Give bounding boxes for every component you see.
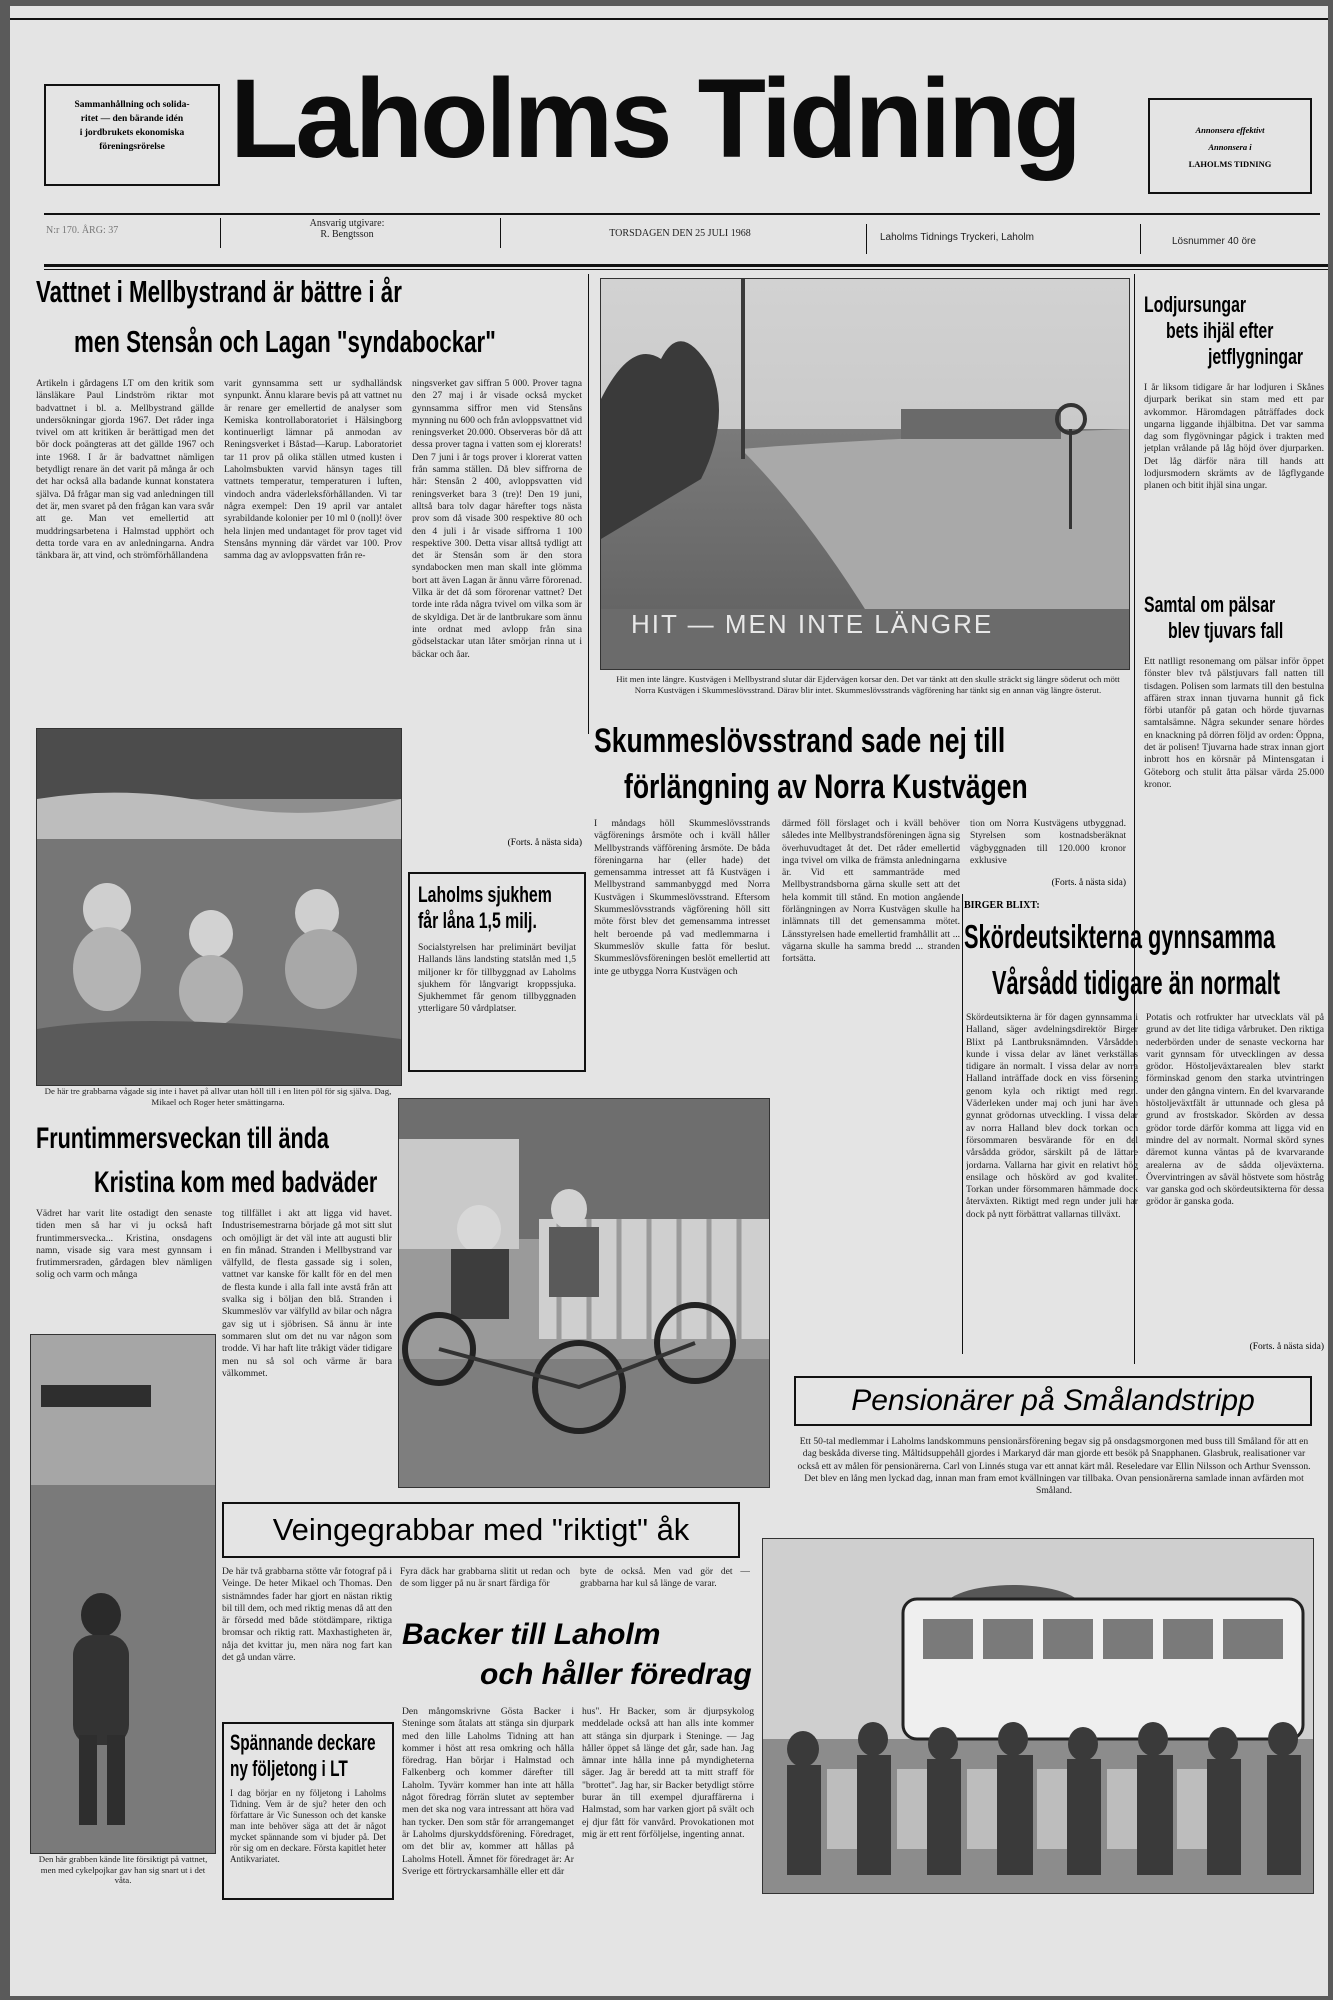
- publisher-name: R. Bengtsson: [320, 229, 374, 240]
- pension-headline: Pensionärer på Smålandstripp: [851, 1384, 1255, 1417]
- masthead-title: Laholms Tidning: [230, 56, 1079, 181]
- samtal-headline-line: Samtal om pälsar: [1144, 592, 1276, 617]
- boy-water-photo: [30, 1334, 216, 1854]
- masthead-sep: [866, 224, 867, 254]
- sjukhem-body: Socialstyrelsen har preliminärt beviljat Hallands läns landsting statslån med 1,5 miljoner kr för tillbyggnad av Laholms sjukhem för långvarigt kroppssjuka. Sjukhemmet får genom tillbyggnaden ytterligare 50 vårdplatser.: [418, 942, 576, 1015]
- newspaper-page: [10, 6, 1328, 1996]
- backer-headline: Backer till Laholm: [402, 1618, 661, 1651]
- price: Lösnummer 40 öre: [1172, 236, 1256, 247]
- skorde-continued: (Forts. å nästa sida): [1249, 1342, 1324, 1352]
- road-photo-caption: Hit men inte längre. Kustvägen i Mellbystrand slutar där Ejdervägen korsar den. Det var tänkt att den skulle sträckt sig längre söderut och mött Norra Kustvägen i Skummeslövsstrand. Därav blir intet. Skummeslövsstrands vägförening har tänkt sig en annan väg längre österut.: [616, 674, 1120, 695]
- road-photo-sign-text: HIT — MEN INTE LÄNGRE: [631, 609, 994, 639]
- deckare-headline-line: Spännande deckare: [230, 1730, 376, 1755]
- printer: Laholms Tidnings Tryckeri, Laholm: [880, 232, 1034, 243]
- skorde-headline: Skördeutsikterna gynnsamma: [964, 918, 1276, 955]
- sjukhem-headline-line: får låna 1,5 milj.: [418, 908, 537, 933]
- column-rule: [588, 274, 589, 734]
- pension-headline-box: [794, 1376, 1312, 1426]
- skummes-subheadline: förlängning av Norra Kustvägen: [624, 768, 1028, 806]
- skummes-headline: Skummeslövsstrand sade nej till: [594, 722, 1006, 760]
- pensioners-bus-photo: [762, 1538, 1314, 1894]
- lodjur-headline-line: Lodjursungar: [1144, 292, 1247, 317]
- veinge-column-2: Fyra däck har grabbarna slitit ut redan och de som ligger på nu är snart färdiga för: [400, 1566, 570, 1590]
- samtal-headline-line: blev tjuvars fall: [1168, 618, 1284, 643]
- right-box-line: Annonsera i: [1208, 142, 1252, 152]
- boy-water-caption: Den här grabben kände lite försiktigt på vattnet, men med cykelpojkar gav han sig snart ut i det våta.: [38, 1854, 208, 1885]
- gokart-photo: [398, 1098, 770, 1488]
- backer-column-2: hus". Hr Backer, som är djurpsykolog meddelade också att han alls inte kommer att stänga sin djurpark i Steninge. — Jag håller öppet så länge det går, sade han. Jag ämnar inte hålla inne på myndigheterna säger. Jag är beredd att ta mitt straff för "brottet". Jag har, sir Backer betydligt större burar än till exempel djuraffärerna i Halmstad, som har varken gjort på svält och ej djur fått för vanvård. Provokationen mot mig är ett rent förföljelse, ingenting annat.: [582, 1706, 754, 1840]
- top-rule: [10, 18, 1328, 20]
- masthead-rule-bottom: [44, 264, 1328, 267]
- skorde-kicker: BIRGER BLIXT:: [964, 900, 1040, 911]
- skorde-column-2: Potatis och rotfrukter har utvecklats väl på grund av det lite tidiga vårbruket. Den riktiga nederbörden under de senaste veckorna har varit gynnsam för utvecklingen av dessa grödor. Höstoljeväxtarealen blev starkt förminskad genom den starka utvintringen under den gångna vintern. En del kvarvarande höstoljeväxtfält är uttunnade och glesa på grund av frostskador. Skörden av dessa grödor torde därför komma att ligga vid en mindre del av normalt. Normal skörd synes däremot kunna väntas på de kvarvarande arealerna av de sådda oljeväxterna. Övervintringen av såväl höstvete som höstråg var ganska god och skördeutsikterna för dessa grödor är ganska goda.: [1146, 1012, 1324, 1208]
- deckare-headline-line: ny följetong i LT: [230, 1756, 348, 1781]
- lodjur-headline-line: jetflygningar: [1208, 344, 1304, 369]
- vattnet-column-1: Artikeln i gårdagens LT om den kritik som länsläkare Paul Lindström riktar mot badvattnet i bl. a. Mellbystrand gällde undersökningar gjorda 1967. Det råder inga tvivel om att kritiken är berättigad men det bör dock poängteras att det gällde 1967 och inte 1968. I år är badvattnet nämligen betydligt renare än det varit på många år och det har också alla badande kunnat konstatera själva. Då frågar man sig vad anledningen till det är, men svaret på den frågan kan vara svår att ge. Man vet emellertid att muddringsarbetena i Halmstad upphört och detta torde vara en av anledningarna. Andra tänkbara är, att vind, och strömförhållandena: [36, 378, 214, 562]
- publisher-block: [232, 218, 462, 240]
- kids-water-photo: [36, 728, 402, 1086]
- veinge-column-1: De här två grabbarna stötte vår fotograf på i Veinge. De heter Mikael och Thomas. Den sistnämndes fader har gjort en nästan riktig bil till dem, och med riktig menas då att den är försedd med både stötdämpare, riktiga bromsar och riktig ratt. Maxhastigheten är, nåja det kvittar ju, men nära nog fart kan det gå undan värre.: [222, 1566, 392, 1664]
- deckare-body: I dag börjar en ny följetong i Laholms Tidning. Vem är de sju? heter den och författare är Vic Sunesson och det kanske man inte behöver säga att det är något mycket spännande som vi bjuder på. Det rör sig om en deckare. Första kapitlet heter Antikvariatet.: [230, 1788, 386, 1864]
- sjukhem-box: [408, 872, 586, 1072]
- masthead-rule-bottom-thin: [44, 269, 1328, 270]
- skummes-column-2: därmed föll förslaget och i kväll behöver således inte Mellbystrandsföreningen ägna sig överhuvudtaget åt det. Det råder emellertid inga tvivel om vilka de främsta anledningarna är. Vid ett sammanträde med Mellbystrandsborna gärna skulle sett att det hela kommit till stånd. En motion angående förlängningen av Norra Kustvägen skulle ha inlämnats till det gemensamma mötet. Länsstyrelsen hade emellertid framhållit att ... vägarna skulle ha samma bredd ... stranden fortsätta.: [782, 818, 960, 965]
- lodjur-headline: [1144, 292, 1326, 370]
- masthead-right-box: [1148, 98, 1312, 194]
- skorde-column-1: Skördeutsikterna är för dagen gynnsamma i Halland, säger avdelningsdirektör Birger Blixt på Lantbruksnämnden. Vårsådden kunde i vissa delar av länet verkställas tidigare än normalt. I vissa delar av norra Halland inträffade dock en viss försening genom kyla och riktigt med regn. Väderleken under maj och juni har även gynnat grödornas utveckling. I vissa delar av norra Halland blev dock torkan och försommaren besvärande för en del vårsådda grödor, särskilt på de lättare jordarna. Vallarna har givit en relativt hög ensilage och höskörd av god kvalitet. Torkan under försommaren hämmade dock återväxten. Riktigt med regn under juli har dock på nytt förbättrat vallarnas tillväxt.: [966, 1012, 1138, 1220]
- lodjur-body: I år liksom tidigare år har lodjuren i Skånes djurpark berikat sin stam med ett par avkommor. Häromdagen påträffades dock ungarna liggande ihjälbitna. Det var samma dag som flygövningar pågick i trakten med jetplan vrålande på låg höjd över djurparken. Det låg därför nära till hands att lodjursmodern skrämts av de lågflygande planen och bitit ihjäl sina ungar.: [1144, 382, 1324, 492]
- frun-subheadline: Kristina kom med badväder: [94, 1166, 378, 1199]
- pension-body: Ett 50-tal medlemmar i Laholms landskommuns pensionärsförening begav sig på onsdagsmorgonen med buss till Småland för att en dag beskåda diverse ting. Måltidsuppehåll gjordes i Markaryd där man gjorde ett besök på Snapphanen. Glasbruk, realisationer var också ett av målen för pensionärerna. Carl von Linnés stuga var ett annat kärt mål. Reseledare var Ellin Nilsson och Arthur Svensson. Det blev en lång men lyckad dag, innan man fram emot kvällningen var tillbaka. Ovan pensionärerna samlade innan avfärden mot Småland.: [797, 1436, 1311, 1497]
- backer-column-1: Den mångomskrivne Gösta Backer i Steninge som åtalats att stänga sin djurpark med den lille Laholms Tidning att han kommer i höst att resa omkring och hålla föredrag. Han börjar i Halmstad och Falkenberg och kommer därefter till Laholm. Tyvärr kommer han inte att hålla något föredrag förrän slutet av september men det ska nog vara intressant att höra vad han tycker. Den som står för arrangemanget är Laholms djurskyddsförening. Föredraget, om det blir av, kommer att hållas på Laholms Hotell. Ämnet för föredraget är: Ar Sverige ett förtryckarsamhälle eller ett där: [402, 1706, 574, 1877]
- veinge-column-3: byte de också. Men vad gör det — grabbarna har kul så länge de varar.: [580, 1566, 750, 1590]
- samtal-headline: [1144, 592, 1326, 644]
- masthead-sep: [1140, 224, 1141, 254]
- frun-column-2: tog tillfället i akt att ligga vid havet. Industrisemestrarna började gå mot sitt slut och omöjligt är det väl inte att augusti blir en fin månad. Stranden i Mellbystrand var välfylld, de flesta gassade sig i solen, vattnet var kanske för kallt för en del men de flesta kunde i alla fall inte avstå från att svalka sig i böljan den blå. Stranden i Skummeslöv var välfylld av bilar och några gav sig ut i sjöbrisen. Så ännu är inte sommaren slut om det nu var någon som trodde. Vi har haft lite tråkigt väder tidigare men nu så sol och värme är bara välkommet.: [222, 1208, 392, 1379]
- left-box-line: Sammanhållning och solida-: [74, 100, 190, 110]
- left-box-line: i jordbrukets ekonomiska: [79, 128, 185, 138]
- skummes-column-3: tion om Norra Kustvägens utbyggnad. Styrelsen som kostnadsberäknat vägbyggnaden till 120.000 kronor exklusive: [970, 818, 1126, 866]
- masthead-rule-top: [44, 213, 1320, 215]
- deckare-box: [222, 1722, 394, 1900]
- backer-subheadline: och håller föredrag: [480, 1658, 752, 1691]
- veinge-headline: Veingegrabbar med "riktigt" åk: [272, 1512, 690, 1547]
- issue-number: N:r 170. ÅRG: 37: [46, 225, 119, 236]
- masthead-sep: [220, 218, 221, 248]
- frun-headline: Fruntimmersveckan till ända: [36, 1122, 329, 1155]
- veinge-headline-box: [222, 1502, 740, 1558]
- skummes-continued: (Forts. å nästa sida): [1051, 878, 1126, 888]
- left-box-line: ritet — den bärande idén: [80, 114, 184, 124]
- frun-column-1: Vädret har varit lite ostadigt den senaste tiden men så har vi ju också haft fruntimmersvecka... Kristina, onsdagens namn, visade sig vara mest gynnsam i frutimmersraden, gårdagen blev nämligen solig och varm och många: [36, 1208, 212, 1281]
- vattnet-column-3: ningsverket gav siffran 5 000. Prover tagna den 27 maj i år visade också mycket gynnsamma siffror men vid Stensåns mynning nu 600 och från avloppsvattnet vid reningsverket 20.000. Observeras bör då att dessa prover tagna i vatten som ej klorerats! Den 7 juni i år togs prover i klorerat vatten från samma ställen. Då blev siffrorna de här: Stensån 2 400, avloppsvatten vid reningsverket bara 3 (tre)! Den 19 juni, alltså bara tolv dagar härefter togs nästa prov som då visade 300 respektive 80 och den 4 juli i år visade siffrorna 1 100 respektive 300. Detta visar alltså tydligt att det är Stensån som är den stora syndabocken men man skall inte glömma bort att även Lagan är ännu värre förorenad. Vilka är det då som förorenar vattnet? Det torde inte råda några tvivel om vilka som är de skyldiga. Det är de lantbrukare som ännu inte ordnat med avlopp från sina gödselstackar utan låter smörjan rinna ut i bäckar och åar.: [412, 378, 582, 660]
- sjukhem-headline-line: Laholms sjukhem: [418, 882, 552, 907]
- column-rule: [962, 894, 963, 1354]
- vattnet-continued: (Forts. å nästa sida): [507, 838, 582, 848]
- samtal-body: Ett natlligt resonemang om pälsar inför öppet fönster blev två pälstjuvars fall natten till tisdagen. Polisen som larmats till den bestulna affären strax innan tjuvarna hunnit gå fick förbi utanför på gatan och hörde tjuvarnas samtalsämne. Några sekunder senare hördes en knackning på dörren följd av orden: Öppna, det är polisen! Tjuvarna hade strax innan gjort inbrott hos en körsnär på Mintensgatan i Göteborg och stulit åtta pälsar värda 25.000 kronor.: [1144, 656, 1324, 790]
- masthead-left-box: [44, 84, 220, 186]
- road-photo: [600, 278, 1130, 670]
- right-box-line: Annonsera effektivt: [1195, 125, 1265, 135]
- issue-date: TORSDAGEN DEN 25 JULI 1968: [609, 228, 751, 239]
- left-box-line: föreningsrörelse: [99, 142, 165, 152]
- kids-water-caption: De här tre grabbarna vågade sig inte i havet på allvar utan höll till i en liten pöl för sig själva. Dag, Mikael och Roger heter smättingarna.: [44, 1086, 392, 1107]
- skummes-column-1: I måndags höll Skummeslövsstrands vägförenings årsmöte och i kväll håller Mellbystrands väfförening årsmöte. De båda föreningarna har (eller hade) det gemensamma intresset att få Kustvägen i Mellbystrand sammanbyggd med Norra Kustvägen i Skummeslövsstrand. Eftersom Skummeslövsstrands vägförening höll sitt möte först blev det gemensamma intresset helt beroende på vad medlemmarna i Skummeslöv skulle fatta för beslut. Skummeslövsföreningen beslöt emellertid att inte ge utbygga Norra Kustvägen och: [594, 818, 770, 977]
- skorde-subheadline: Vårsådd tidigare än normalt: [992, 964, 1281, 1001]
- lodjur-headline-line: bets ihjäl efter: [1166, 318, 1274, 343]
- vattnet-column-2: varit gynnsamma sett ur sydhalländsk synpunkt. Ännu klarare bevis på att vattnet nu är renare ger emellertid de analyser som Kemiska kontrollaboratoriet i Hälsingborg kontinuerligt lämnar på anmodan av Reningsverket i Båstad—Karup. Laboratoriet tar 11 prov på olika ställen utmed kusten i Laholmsbukten varvid hänsyn tages till vattnets temperatur, temperaturen i luften, vindoch andra väderleksförhållanden. Vi tar några exempel: Den 19 april var antalet syrabildande kolonier per 10 ml 0 (noll)! över hela linjen med undantaget för prov taget vid Stensåns mynning där värdet var 100. Prov samma dag av avloppsvatten från re-: [224, 378, 402, 562]
- masthead-sep: [500, 218, 501, 248]
- vattnet-subheadline: men Stensån och Lagan "syndabockar": [74, 324, 496, 359]
- vattnet-headline: Vattnet i Mellbystrand är bättre i år: [36, 274, 402, 309]
- right-box-line: LAHOLMS TIDNING: [1188, 159, 1272, 169]
- publisher-label: Ansvarig utgivare:: [309, 218, 385, 229]
